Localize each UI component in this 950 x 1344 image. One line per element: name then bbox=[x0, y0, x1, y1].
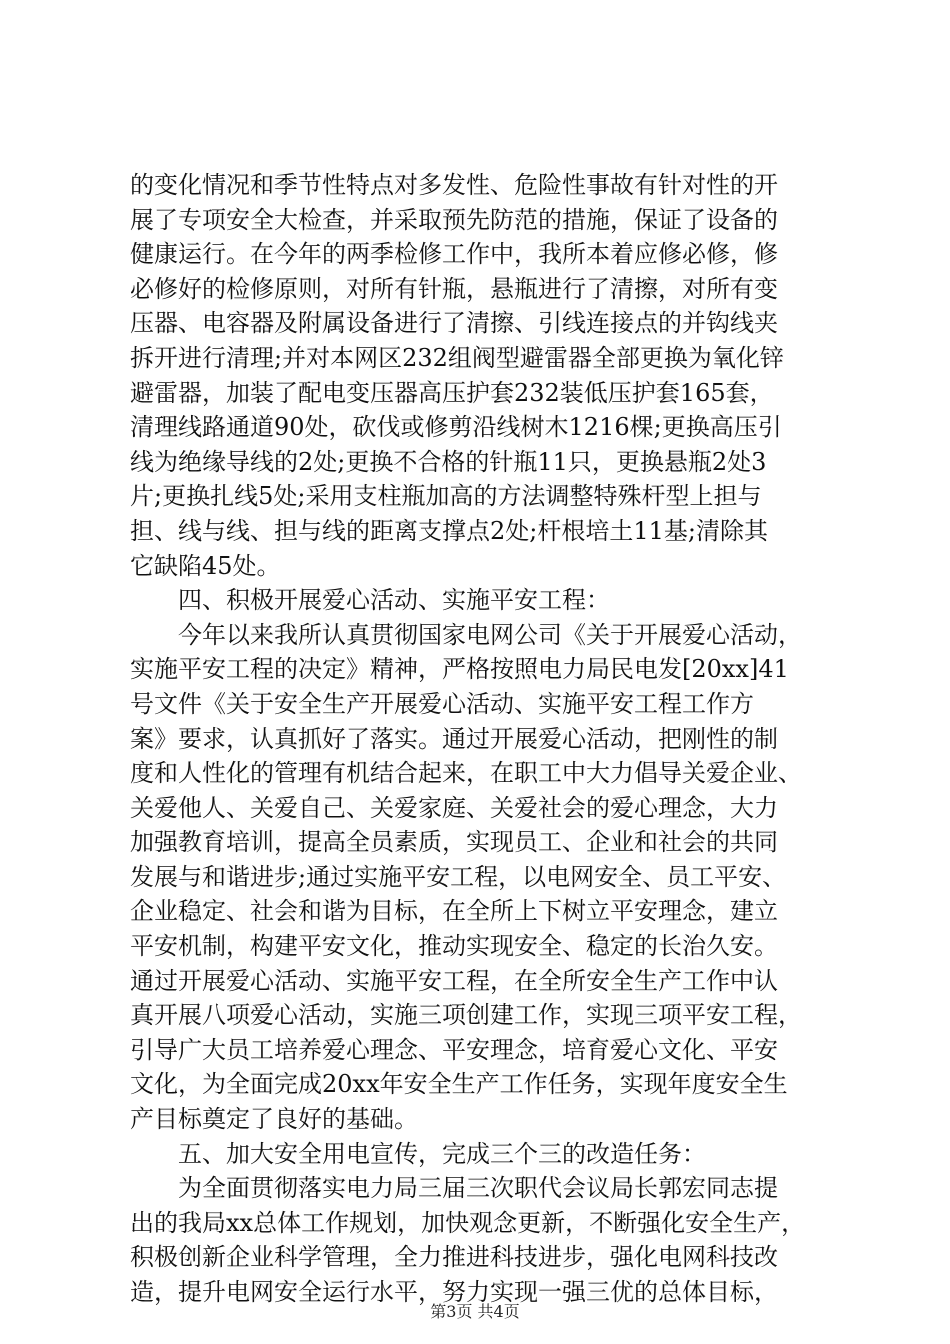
section-heading: 五、加大安全用电宣传，完成三个三的改造任务： bbox=[130, 1139, 706, 1168]
text-line: 片;更换扎线5处;采用支柱瓶加高的方法调整特殊杆型上担与 bbox=[130, 482, 762, 511]
body-text bbox=[130, 168, 830, 1310]
text-line: 企业稳定、社会和谐为目标，在全所上下树立平安理念，建立 bbox=[130, 897, 778, 926]
text-line: 为全面贯彻落实电力局三届三次职代会议局长郭宏同志提 bbox=[130, 1174, 778, 1203]
text-line: 平安机制，构建平安文化，推动实现安全、稳定的长治久安。 bbox=[130, 932, 778, 961]
text-line: 度和人性化的管理有机结合起来，在职工中大力倡导关爱企业、 bbox=[130, 759, 802, 788]
text-line: 的变化情况和季节性特点对多发性、危险性事故有针对性的开 bbox=[130, 171, 778, 199]
text-line: 出的我局xx总体工作规划，加快观念更新，不断强化安全生产， bbox=[130, 1208, 806, 1237]
page-number-footer: 第3页 共4页 bbox=[430, 1302, 520, 1321]
text-line: 清理线路通道90处，砍伐或修剪沿线树木1216棵;更换高压引 bbox=[130, 413, 782, 442]
text-line: 文化，为全面完成20xx年安全生产工作任务，实现年度安全生 bbox=[130, 1070, 788, 1099]
text-line: 真开展八项爱心活动，实施三项创建工作，实现三项平安工程， bbox=[130, 1001, 802, 1030]
text-line: 案》要求，认真抓好了落实。通过开展爱心活动，把刚性的制 bbox=[130, 724, 778, 753]
text-line: 加强教育培训，提高全员素质，实现员工、企业和社会的共同 bbox=[130, 828, 778, 857]
text-line: 产目标奠定了良好的基础。 bbox=[130, 1105, 418, 1134]
section-heading: 四、积极开展爱心活动、实施平安工程： bbox=[130, 586, 610, 615]
text-line: 避雷器，加装了配电变压器高压护套232装低压护套165套， bbox=[130, 378, 774, 407]
text-line: 压器、电容器及附属设备进行了清擦、引线连接点的并钩线夹 bbox=[130, 309, 778, 338]
text-line: 它缺陷45处。 bbox=[130, 551, 281, 580]
text-line: 关爱他人、关爱自己、关爱家庭、关爱社会的爱心理念，大力 bbox=[130, 793, 778, 822]
text-line: 通过开展爱心活动、实施平安工程，在全所安全生产工作中认 bbox=[130, 966, 778, 995]
text-line: 发展与和谐进步;通过实施平安工程，以电网安全、员工平安、 bbox=[130, 862, 787, 891]
text-line: 展了专项安全大检查，并采取预先防范的措施，保证了设备的 bbox=[130, 205, 778, 234]
text-line: 线为绝缘导线的2处;更换不合格的针瓶11只，更换悬瓶2处3 bbox=[130, 447, 767, 476]
text-line: 引导广大员工培养爱心理念、平安理念，培育爱心文化、平安 bbox=[130, 1035, 778, 1064]
text-line: 必修好的检修原则，对所有针瓶，悬瓶进行了清擦，对所有变 bbox=[130, 274, 778, 303]
text-line: 实施平安工程的决定》精神，严格按照电力局民电发[20xx]41 bbox=[130, 655, 789, 684]
text-line: 积极创新企业科学管理，全力推进科技进步，强化电网科技改 bbox=[130, 1243, 778, 1272]
text-line: 拆开进行清理;并对本网区232组阀型避雷器全部更换为氧化锌 bbox=[130, 343, 784, 372]
text-line: 造，提升电网安全运行水平，努力实现一强三优的总体目标， bbox=[130, 1278, 778, 1306]
text-line: 担、线与线、担与线的距离支撑点2处;杆根培土11基;清除其 bbox=[130, 516, 768, 545]
text-line: 今年以来我所认真贯彻国家电网公司《关于开展爱心活动， bbox=[130, 620, 802, 649]
text-line: 健康运行。在今年的两季检修工作中，我所本着应修必修，修 bbox=[130, 240, 778, 269]
text-line: 号文件《关于安全生产开展爱心活动、实施平安工程工作方 bbox=[130, 689, 754, 718]
